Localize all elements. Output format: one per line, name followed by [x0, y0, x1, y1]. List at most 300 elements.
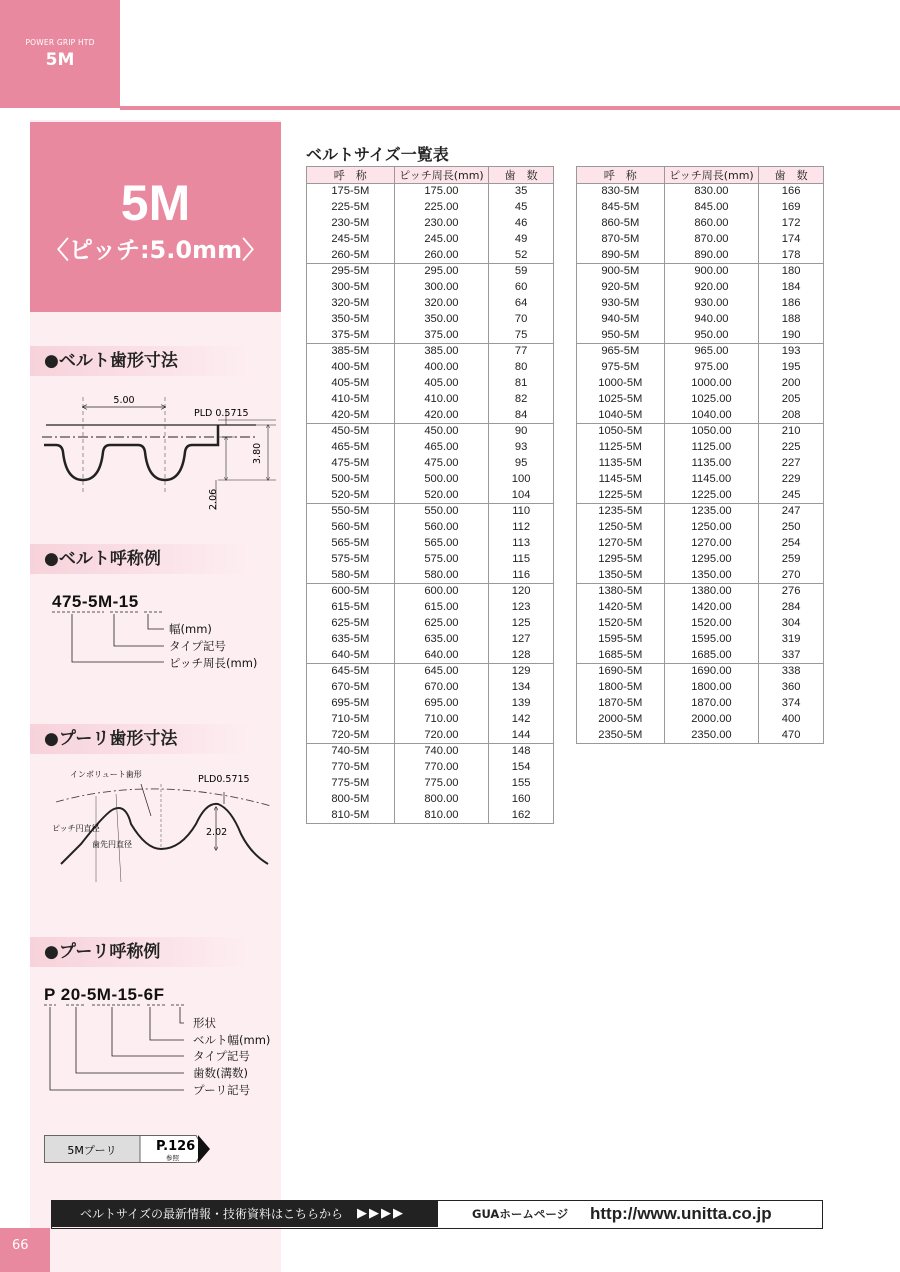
belt-pitch-label: 5.00 — [113, 395, 135, 406]
table-row — [307, 456, 554, 472]
row-length: 1420.00 — [664, 600, 759, 616]
row-length: 575.00 — [394, 552, 489, 568]
table-row — [307, 696, 554, 712]
header-tab — [0, 0, 120, 108]
table-row — [307, 760, 554, 776]
table-row — [307, 216, 554, 232]
row-length: 295.00 — [394, 264, 489, 280]
section-pulley-example: ●プーリ呼称例 — [30, 937, 250, 967]
belt-example-leaders — [52, 610, 172, 670]
row-name: 645-5M — [307, 664, 395, 680]
pulley-pld-label: PLD0.5715 — [198, 774, 250, 785]
row-teeth: 210 — [759, 424, 824, 440]
row-teeth: 100 — [489, 472, 554, 488]
row-length: 870.00 — [664, 232, 759, 248]
row-name: 1380-5M — [577, 584, 665, 600]
row-length: 450.00 — [394, 424, 489, 440]
table-row — [577, 696, 824, 712]
table-row — [577, 328, 824, 344]
table-row — [307, 504, 554, 520]
row-name: 260-5M — [307, 248, 395, 264]
belt-pld-label: PLD 0.5715 — [194, 408, 249, 419]
table-row — [577, 232, 824, 248]
row-length: 635.00 — [394, 632, 489, 648]
table-row — [577, 600, 824, 616]
row-name: 1690-5M — [577, 664, 665, 680]
row-teeth: 123 — [489, 600, 554, 616]
table-row — [577, 520, 824, 536]
row-length: 225.00 — [394, 200, 489, 216]
row-length: 950.00 — [664, 328, 759, 344]
reference-note: 参照 — [166, 1154, 179, 1162]
row-length: 465.00 — [394, 440, 489, 456]
row-teeth: 276 — [759, 584, 824, 600]
row-length: 420.00 — [394, 408, 489, 424]
belt-profile-diagram — [36, 392, 276, 517]
row-name: 615-5M — [307, 600, 395, 616]
row-length: 1800.00 — [664, 680, 759, 696]
row-name: 640-5M — [307, 648, 395, 664]
col-header-name: 呼 称 — [307, 167, 395, 184]
col-header-name: 呼 称 — [577, 167, 665, 184]
row-teeth: 46 — [489, 216, 554, 232]
row-length: 350.00 — [394, 312, 489, 328]
row-teeth: 84 — [489, 408, 554, 424]
row-name: 375-5M — [307, 328, 395, 344]
row-name: 625-5M — [307, 616, 395, 632]
tip-diameter-label: 歯先円直径 — [92, 840, 132, 849]
footer-site-label: GUAホームページ — [472, 1207, 569, 1221]
table-row — [307, 184, 554, 200]
row-teeth: 52 — [489, 248, 554, 264]
row-name: 410-5M — [307, 392, 395, 408]
table-row — [307, 632, 554, 648]
row-length: 1350.00 — [664, 568, 759, 584]
col-header-teeth: 歯 数 — [759, 167, 824, 184]
row-name: 1145-5M — [577, 472, 665, 488]
table-row — [307, 744, 554, 760]
row-name: 300-5M — [307, 280, 395, 296]
row-teeth: 120 — [489, 584, 554, 600]
table-row — [577, 248, 824, 264]
row-teeth: 259 — [759, 552, 824, 568]
row-length: 320.00 — [394, 296, 489, 312]
row-name: 870-5M — [577, 232, 665, 248]
row-length: 300.00 — [394, 280, 489, 296]
row-name: 550-5M — [307, 504, 395, 520]
row-name: 1225-5M — [577, 488, 665, 504]
table-row — [577, 344, 824, 360]
row-length: 375.00 — [394, 328, 489, 344]
row-name: 175-5M — [307, 184, 395, 200]
footer-arrows-icon: ▶▶▶▶ — [357, 1206, 405, 1221]
row-name: 465-5M — [307, 440, 395, 456]
row-length: 600.00 — [394, 584, 489, 600]
row-teeth: 229 — [759, 472, 824, 488]
table-row — [307, 232, 554, 248]
footer-info-text: ベルトサイズの最新情報・技術資料はこちらから — [52, 1201, 438, 1227]
row-teeth: 186 — [759, 296, 824, 312]
row-teeth: 49 — [489, 232, 554, 248]
reference-tag[interactable] — [44, 1135, 214, 1165]
row-teeth: 190 — [759, 328, 824, 344]
row-name: 1870-5M — [577, 696, 665, 712]
row-length: 900.00 — [664, 264, 759, 280]
row-teeth: 360 — [759, 680, 824, 696]
row-name: 1235-5M — [577, 504, 665, 520]
row-name: 1040-5M — [577, 408, 665, 424]
belt-label-length: ピッチ周長(mm) — [169, 656, 258, 670]
row-length: 1235.00 — [664, 504, 759, 520]
row-teeth: 116 — [489, 568, 554, 584]
row-name: 965-5M — [577, 344, 665, 360]
table-row — [577, 664, 824, 680]
table-row — [307, 328, 554, 344]
row-name: 930-5M — [577, 296, 665, 312]
belt-tooth-label: 2.06 — [208, 488, 219, 510]
involute-label: インボリュート歯形 — [70, 770, 142, 779]
row-length: 520.00 — [394, 488, 489, 504]
row-length: 920.00 — [664, 280, 759, 296]
row-length: 740.00 — [394, 744, 489, 760]
pulley-label-shape: 形状 — [193, 1016, 216, 1030]
table-row — [577, 472, 824, 488]
row-name: 635-5M — [307, 632, 395, 648]
table-row — [307, 536, 554, 552]
belt-label-width: 幅(mm) — [169, 622, 212, 636]
belt-size-table-left — [306, 166, 554, 824]
table-row — [307, 552, 554, 568]
belt-height-label: 3.80 — [252, 442, 263, 464]
table-row — [577, 184, 824, 200]
row-teeth: 178 — [759, 248, 824, 264]
row-teeth: 227 — [759, 456, 824, 472]
row-length: 640.00 — [394, 648, 489, 664]
row-name: 860-5M — [577, 216, 665, 232]
row-teeth: 93 — [489, 440, 554, 456]
row-name: 400-5M — [307, 360, 395, 376]
footer-url-link[interactable]: http://www.unitta.co.jp — [590, 1204, 772, 1223]
row-teeth: 110 — [489, 504, 554, 520]
row-teeth: 115 — [489, 552, 554, 568]
row-name: 230-5M — [307, 216, 395, 232]
row-length: 625.00 — [394, 616, 489, 632]
row-length: 1380.00 — [664, 584, 759, 600]
row-teeth: 174 — [759, 232, 824, 248]
row-teeth: 172 — [759, 216, 824, 232]
row-teeth: 160 — [489, 792, 554, 808]
table-row — [307, 776, 554, 792]
reference-label: 5Mプーリ — [67, 1144, 117, 1157]
row-teeth: 166 — [759, 184, 824, 200]
row-length: 645.00 — [394, 664, 489, 680]
row-name: 670-5M — [307, 680, 395, 696]
row-teeth: 200 — [759, 376, 824, 392]
row-name: 405-5M — [307, 376, 395, 392]
row-name: 1050-5M — [577, 424, 665, 440]
table-row — [577, 552, 824, 568]
row-length: 1025.00 — [664, 392, 759, 408]
row-teeth: 374 — [759, 696, 824, 712]
row-length: 1145.00 — [664, 472, 759, 488]
row-teeth: 142 — [489, 712, 554, 728]
row-length: 2350.00 — [664, 728, 759, 744]
table-row — [307, 664, 554, 680]
table-row — [307, 296, 554, 312]
table-row — [577, 536, 824, 552]
row-length: 565.00 — [394, 536, 489, 552]
table-row — [577, 584, 824, 600]
table-row — [307, 200, 554, 216]
row-teeth: 77 — [489, 344, 554, 360]
row-name: 450-5M — [307, 424, 395, 440]
row-teeth: 304 — [759, 616, 824, 632]
row-length: 975.00 — [664, 360, 759, 376]
row-teeth: 113 — [489, 536, 554, 552]
row-name: 1420-5M — [577, 600, 665, 616]
row-teeth: 319 — [759, 632, 824, 648]
belt-example-code: 475-5M-15 — [52, 592, 139, 611]
row-teeth: 64 — [489, 296, 554, 312]
row-name: 565-5M — [307, 536, 395, 552]
row-length: 1690.00 — [664, 664, 759, 680]
row-teeth: 128 — [489, 648, 554, 664]
row-teeth: 129 — [489, 664, 554, 680]
table-row — [577, 680, 824, 696]
row-name: 295-5M — [307, 264, 395, 280]
row-length: 1135.00 — [664, 456, 759, 472]
row-name: 320-5M — [307, 296, 395, 312]
table-row — [577, 376, 824, 392]
row-name: 695-5M — [307, 696, 395, 712]
row-name: 1000-5M — [577, 376, 665, 392]
table-row — [577, 504, 824, 520]
table-row — [307, 344, 554, 360]
row-name: 560-5M — [307, 520, 395, 536]
row-length: 560.00 — [394, 520, 489, 536]
table-row — [577, 408, 824, 424]
row-teeth: 208 — [759, 408, 824, 424]
row-teeth: 270 — [759, 568, 824, 584]
table-row — [577, 264, 824, 280]
row-name: 1520-5M — [577, 616, 665, 632]
row-teeth: 193 — [759, 344, 824, 360]
row-teeth: 154 — [489, 760, 554, 776]
table-row — [307, 648, 554, 664]
row-name: 950-5M — [577, 328, 665, 344]
row-length: 710.00 — [394, 712, 489, 728]
row-length: 940.00 — [664, 312, 759, 328]
row-teeth: 400 — [759, 712, 824, 728]
row-length: 695.00 — [394, 696, 489, 712]
pulley-example-code: P 20-5M-15-6F — [44, 985, 165, 1004]
table-row — [577, 296, 824, 312]
title-box — [30, 122, 281, 312]
section-belt-profile: ●ベルト歯形寸法 — [30, 346, 250, 376]
table-row — [307, 488, 554, 504]
row-name: 890-5M — [577, 248, 665, 264]
row-length: 1225.00 — [664, 488, 759, 504]
row-teeth: 125 — [489, 616, 554, 632]
row-length: 1270.00 — [664, 536, 759, 552]
row-teeth: 90 — [489, 424, 554, 440]
header-rule — [120, 106, 900, 110]
row-name: 975-5M — [577, 360, 665, 376]
row-teeth: 254 — [759, 536, 824, 552]
pulley-label-code: プーリ記号 — [193, 1083, 251, 1097]
table-row — [307, 792, 554, 808]
row-teeth: 245 — [759, 488, 824, 504]
row-length: 1685.00 — [664, 648, 759, 664]
row-teeth: 82 — [489, 392, 554, 408]
row-name: 740-5M — [307, 744, 395, 760]
footer-banner[interactable] — [51, 1200, 823, 1229]
row-length: 775.00 — [394, 776, 489, 792]
row-teeth: 139 — [489, 696, 554, 712]
pitch-subtitle: 〈ピッチ:5.0mm〉 — [44, 236, 267, 264]
row-name: 1800-5M — [577, 680, 665, 696]
row-name: 800-5M — [307, 792, 395, 808]
row-length: 410.00 — [394, 392, 489, 408]
reference-page: P.126 — [156, 1139, 196, 1154]
table-row — [307, 728, 554, 744]
col-header-teeth: 歯 数 — [489, 167, 554, 184]
row-teeth: 134 — [489, 680, 554, 696]
row-teeth: 169 — [759, 200, 824, 216]
row-length: 230.00 — [394, 216, 489, 232]
row-length: 500.00 — [394, 472, 489, 488]
row-teeth: 180 — [759, 264, 824, 280]
pulley-label-type: タイプ記号 — [193, 1049, 250, 1063]
page-number: 66 — [0, 1228, 50, 1272]
pulley-label-teeth: 歯数(溝数) — [193, 1066, 248, 1080]
row-teeth: 184 — [759, 280, 824, 296]
table-row — [577, 488, 824, 504]
row-teeth: 284 — [759, 600, 824, 616]
table-row — [307, 568, 554, 584]
col-header-length: ピッチ周長(mm) — [394, 167, 489, 184]
table-row — [307, 712, 554, 728]
table-row — [577, 280, 824, 296]
table-row — [307, 472, 554, 488]
row-length: 1125.00 — [664, 440, 759, 456]
row-length: 930.00 — [664, 296, 759, 312]
row-name: 1270-5M — [577, 536, 665, 552]
row-length: 1870.00 — [664, 696, 759, 712]
section-pulley-profile: ●プーリ歯形寸法 — [30, 724, 250, 754]
row-teeth: 470 — [759, 728, 824, 744]
row-name: 2000-5M — [577, 712, 665, 728]
row-teeth: 81 — [489, 376, 554, 392]
row-length: 800.00 — [394, 792, 489, 808]
table-row — [577, 712, 824, 728]
table-row — [307, 520, 554, 536]
row-length: 2000.00 — [664, 712, 759, 728]
section-belt-example: ●ベルト呼称例 — [30, 544, 250, 574]
row-teeth: 75 — [489, 328, 554, 344]
row-length: 845.00 — [664, 200, 759, 216]
row-name: 225-5M — [307, 200, 395, 216]
belt-size-table-right — [576, 166, 824, 744]
row-name: 350-5M — [307, 312, 395, 328]
row-name: 575-5M — [307, 552, 395, 568]
row-name: 720-5M — [307, 728, 395, 744]
pulley-example-leaders — [44, 1003, 184, 1095]
row-teeth: 195 — [759, 360, 824, 376]
row-length: 400.00 — [394, 360, 489, 376]
table-row — [307, 280, 554, 296]
row-name: 475-5M — [307, 456, 395, 472]
table-row — [307, 312, 554, 328]
row-teeth: 45 — [489, 200, 554, 216]
row-name: 810-5M — [307, 808, 395, 824]
pulley-profile-diagram — [36, 764, 276, 884]
row-name: 775-5M — [307, 776, 395, 792]
row-length: 860.00 — [664, 216, 759, 232]
table-row — [307, 424, 554, 440]
pitch-diameter-label: ピッチ円直径 — [52, 824, 100, 833]
row-name: 1295-5M — [577, 552, 665, 568]
table-row — [307, 408, 554, 424]
row-name: 245-5M — [307, 232, 395, 248]
belt-label-type: タイプ記号 — [169, 639, 226, 653]
row-name: 1125-5M — [577, 440, 665, 456]
table-row — [577, 200, 824, 216]
row-name: 710-5M — [307, 712, 395, 728]
row-teeth: 104 — [489, 488, 554, 504]
row-length: 810.00 — [394, 808, 489, 824]
row-teeth: 59 — [489, 264, 554, 280]
row-name: 580-5M — [307, 568, 395, 584]
table-row — [307, 440, 554, 456]
row-teeth: 338 — [759, 664, 824, 680]
row-length: 1295.00 — [664, 552, 759, 568]
row-length: 1000.00 — [664, 376, 759, 392]
table-row — [577, 360, 824, 376]
row-length: 175.00 — [394, 184, 489, 200]
table-row — [307, 616, 554, 632]
pulley-depth-label: 2.02 — [206, 827, 228, 838]
row-length: 965.00 — [664, 344, 759, 360]
row-length: 1050.00 — [664, 424, 759, 440]
table-row — [577, 632, 824, 648]
row-name: 920-5M — [577, 280, 665, 296]
table-row — [577, 424, 824, 440]
row-name: 1025-5M — [577, 392, 665, 408]
table-row — [307, 392, 554, 408]
row-teeth: 148 — [489, 744, 554, 760]
row-name: 520-5M — [307, 488, 395, 504]
row-length: 580.00 — [394, 568, 489, 584]
table-row — [307, 248, 554, 264]
row-length: 260.00 — [394, 248, 489, 264]
row-length: 670.00 — [394, 680, 489, 696]
row-name: 1250-5M — [577, 520, 665, 536]
row-length: 890.00 — [664, 248, 759, 264]
table-row — [307, 264, 554, 280]
table-row — [307, 600, 554, 616]
series-code: 5M — [45, 50, 75, 70]
row-teeth: 247 — [759, 504, 824, 520]
row-teeth: 162 — [489, 808, 554, 824]
row-length: 1520.00 — [664, 616, 759, 632]
row-teeth: 337 — [759, 648, 824, 664]
table-row — [307, 376, 554, 392]
table-row — [307, 808, 554, 824]
row-name: 500-5M — [307, 472, 395, 488]
table-row — [577, 392, 824, 408]
table-title: ベルトサイズ一覧表 — [306, 145, 449, 164]
